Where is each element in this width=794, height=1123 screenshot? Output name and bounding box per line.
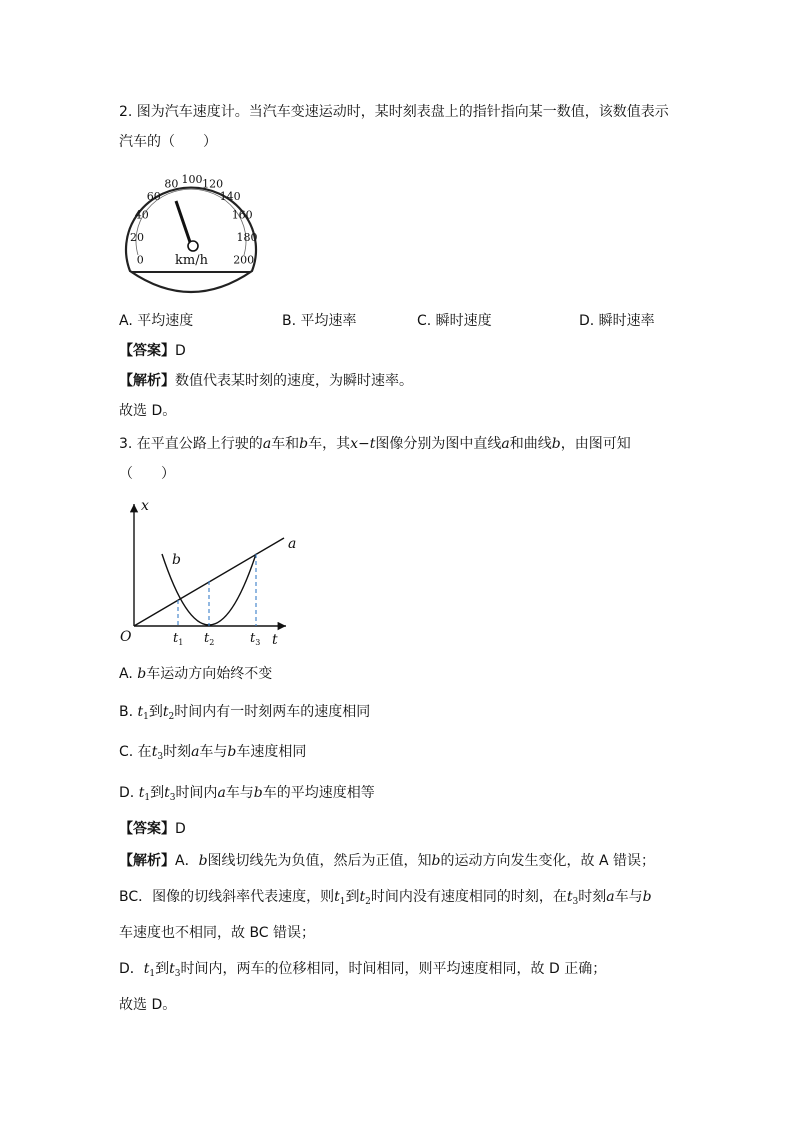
q2-answer <box>119 341 186 361</box>
option-text: 时间内有一时刻两车的速度相同 <box>174 704 371 720</box>
stem-text: 图像分别为图中直线 <box>375 436 502 452</box>
needle-hub <box>188 241 198 251</box>
q2-option-c: C. 瞬时速度 <box>417 313 492 329</box>
symbol-b: b <box>253 785 263 801</box>
speedometer-tick-label: 0 <box>136 253 144 267</box>
symbol-b: b <box>642 889 652 905</box>
q3-analysis-bc-line1 <box>119 887 652 912</box>
symbol-a: a <box>606 889 615 905</box>
option-text: 车的平均速度相等 <box>262 785 375 801</box>
q3-answer <box>119 819 186 839</box>
option-letter: A. <box>119 666 133 682</box>
stem-text: 车和 <box>271 436 300 452</box>
q3-stem-line1 <box>119 434 631 454</box>
speedometer-tick-label: 160 <box>231 208 253 222</box>
speedometer-tick-label: 20 <box>130 230 144 244</box>
symbol-t: t <box>359 889 366 905</box>
sub-1: 1 <box>143 712 149 722</box>
q3-option-c <box>119 742 306 767</box>
q3-conclusion: 故选 D。 <box>119 997 177 1013</box>
answer-value: D <box>175 821 186 837</box>
sub-1: 1 <box>149 969 156 979</box>
speedometer-tick-label: 120 <box>202 177 224 191</box>
stem-text: 车，其 <box>308 436 351 452</box>
label-a: a <box>288 536 297 552</box>
speedometer-tick-label: 40 <box>134 208 149 222</box>
q3-analysis-a <box>119 851 655 871</box>
q3-stem-line2: （ ） <box>119 466 175 482</box>
q2-conclusion: 故选 D。 <box>119 403 177 419</box>
symbol-t: t <box>164 785 170 801</box>
option-text: 车与 <box>199 744 228 760</box>
sub-2: 2 <box>168 712 175 722</box>
symbol-t: t <box>143 961 150 977</box>
option-text: 到 <box>150 785 165 801</box>
symbol-b: b <box>137 666 147 682</box>
q2-option-d: D. 瞬时速率 <box>579 313 655 329</box>
answer-tag: 【答案】 <box>119 821 175 837</box>
analysis-text: 时间内，两车的位移相同，时间相同，则平均速度相同，故 D 正确； <box>180 961 607 977</box>
stem-text: ，由图可知 <box>560 436 631 452</box>
sub-2: 2 <box>365 897 371 907</box>
tick-t1: $t_1$ <box>173 631 184 647</box>
symbol-x-t: x−t <box>350 436 376 452</box>
sub-3: 3 <box>572 897 579 907</box>
q2-stem-line2: 汽车的（ ） <box>119 134 217 150</box>
symbol-t: t <box>151 744 158 760</box>
symbol-t: t <box>169 961 175 977</box>
sub-1: 1 <box>339 897 346 907</box>
q2-stem-line1: 2. 图为汽车速度计。当汽车变速运动时，某时刻表盘上的指针指向某一数值，该数值表示 <box>119 104 669 120</box>
symbol-b: b <box>299 436 309 452</box>
stem-text: 和曲线 <box>509 436 552 452</box>
symbol-b: b <box>198 853 208 869</box>
analysis-tag: 【解析】 <box>119 373 175 389</box>
symbol-t: t <box>334 889 340 905</box>
tick-t3: $t_3$ <box>250 631 261 647</box>
option-letter: B. <box>119 704 134 720</box>
speedometer-needle <box>176 201 191 245</box>
symbol-a: a <box>501 436 510 452</box>
symbol-a: a <box>262 436 272 452</box>
symbol-t: t <box>162 704 169 720</box>
symbol-a: a <box>191 744 200 760</box>
analysis-text: 到 <box>155 961 170 977</box>
symbol-t: t <box>566 889 573 905</box>
analysis-text: 图线切线先为负值，然后为正值，知 <box>207 853 432 869</box>
q3-option-a <box>119 664 272 684</box>
sub-3: 3 <box>174 969 181 979</box>
axis-label-x: x <box>141 498 149 514</box>
speedometer-tick-label: 180 <box>236 230 258 244</box>
x-t-graph <box>116 496 306 648</box>
q3-option-b <box>119 702 370 727</box>
analysis-tag: 【解析】 <box>119 853 175 869</box>
q3-option-d <box>119 783 375 808</box>
q2-option-a: A. 平均速度 <box>119 313 194 329</box>
label-b: b <box>172 552 181 568</box>
q3-analysis-d <box>119 959 606 984</box>
option-letter: D. <box>119 785 135 801</box>
answer-value: D <box>175 343 186 359</box>
q3-analysis-bc-line2: 车速度也不相同，故 BC 错误； <box>119 925 316 941</box>
speedometer-tick-label: 80 <box>164 177 179 191</box>
option-text: 时刻 <box>163 744 192 760</box>
option-text: 到 <box>148 704 163 720</box>
sub-1: 1 <box>144 793 151 803</box>
analysis-text: 到 <box>345 889 360 905</box>
symbol-b: b <box>227 744 237 760</box>
speedometer-figure <box>122 163 260 299</box>
q2-option-b: B. 平均速率 <box>282 313 357 329</box>
option-text: 时间内 <box>175 785 218 801</box>
analysis-text: 车与 <box>614 889 643 905</box>
option-text: 车运动方向始终不变 <box>146 666 273 682</box>
symbol-a: a <box>217 785 226 801</box>
option-letter: C. 在 <box>119 744 152 760</box>
option-text: 车与 <box>225 785 254 801</box>
analysis-text: D． <box>119 961 144 977</box>
stem-text: 3. 在平直公路上行驶的 <box>119 436 263 452</box>
speedometer-tick-label: 200 <box>233 253 255 267</box>
sub-3: 3 <box>169 793 176 803</box>
analysis-text: BC．图像的切线斜率代表速度，则 <box>119 889 335 905</box>
option-text: 车速度相同 <box>236 744 307 760</box>
symbol-b: b <box>551 436 561 452</box>
speedometer-tick-label: 60 <box>146 189 161 203</box>
speedometer-unit: km/h <box>175 253 208 268</box>
analysis-text: 时刻 <box>578 889 607 905</box>
origin-label: O <box>120 629 132 645</box>
symbol-b: b <box>431 853 441 869</box>
sub-3: 3 <box>157 752 164 762</box>
answer-tag: 【答案】 <box>119 343 175 359</box>
axis-label-t: t <box>272 632 278 648</box>
tick-t2: $t_2$ <box>204 631 215 647</box>
q2-analysis <box>119 371 413 391</box>
analysis-text: 数值代表某时刻的速度，为瞬时速率。 <box>175 373 413 389</box>
analysis-text: 时间内没有速度相同的时刻，在 <box>370 889 567 905</box>
speedometer-tick-label: 100 <box>181 173 203 186</box>
analysis-text: 的运动方向发生变化，故 A 错误； <box>440 853 655 869</box>
symbol-t: t <box>138 785 145 801</box>
speedometer-tick-label: 140 <box>219 189 241 203</box>
symbol-t: t <box>137 704 144 720</box>
analysis-text: A． <box>175 853 199 869</box>
